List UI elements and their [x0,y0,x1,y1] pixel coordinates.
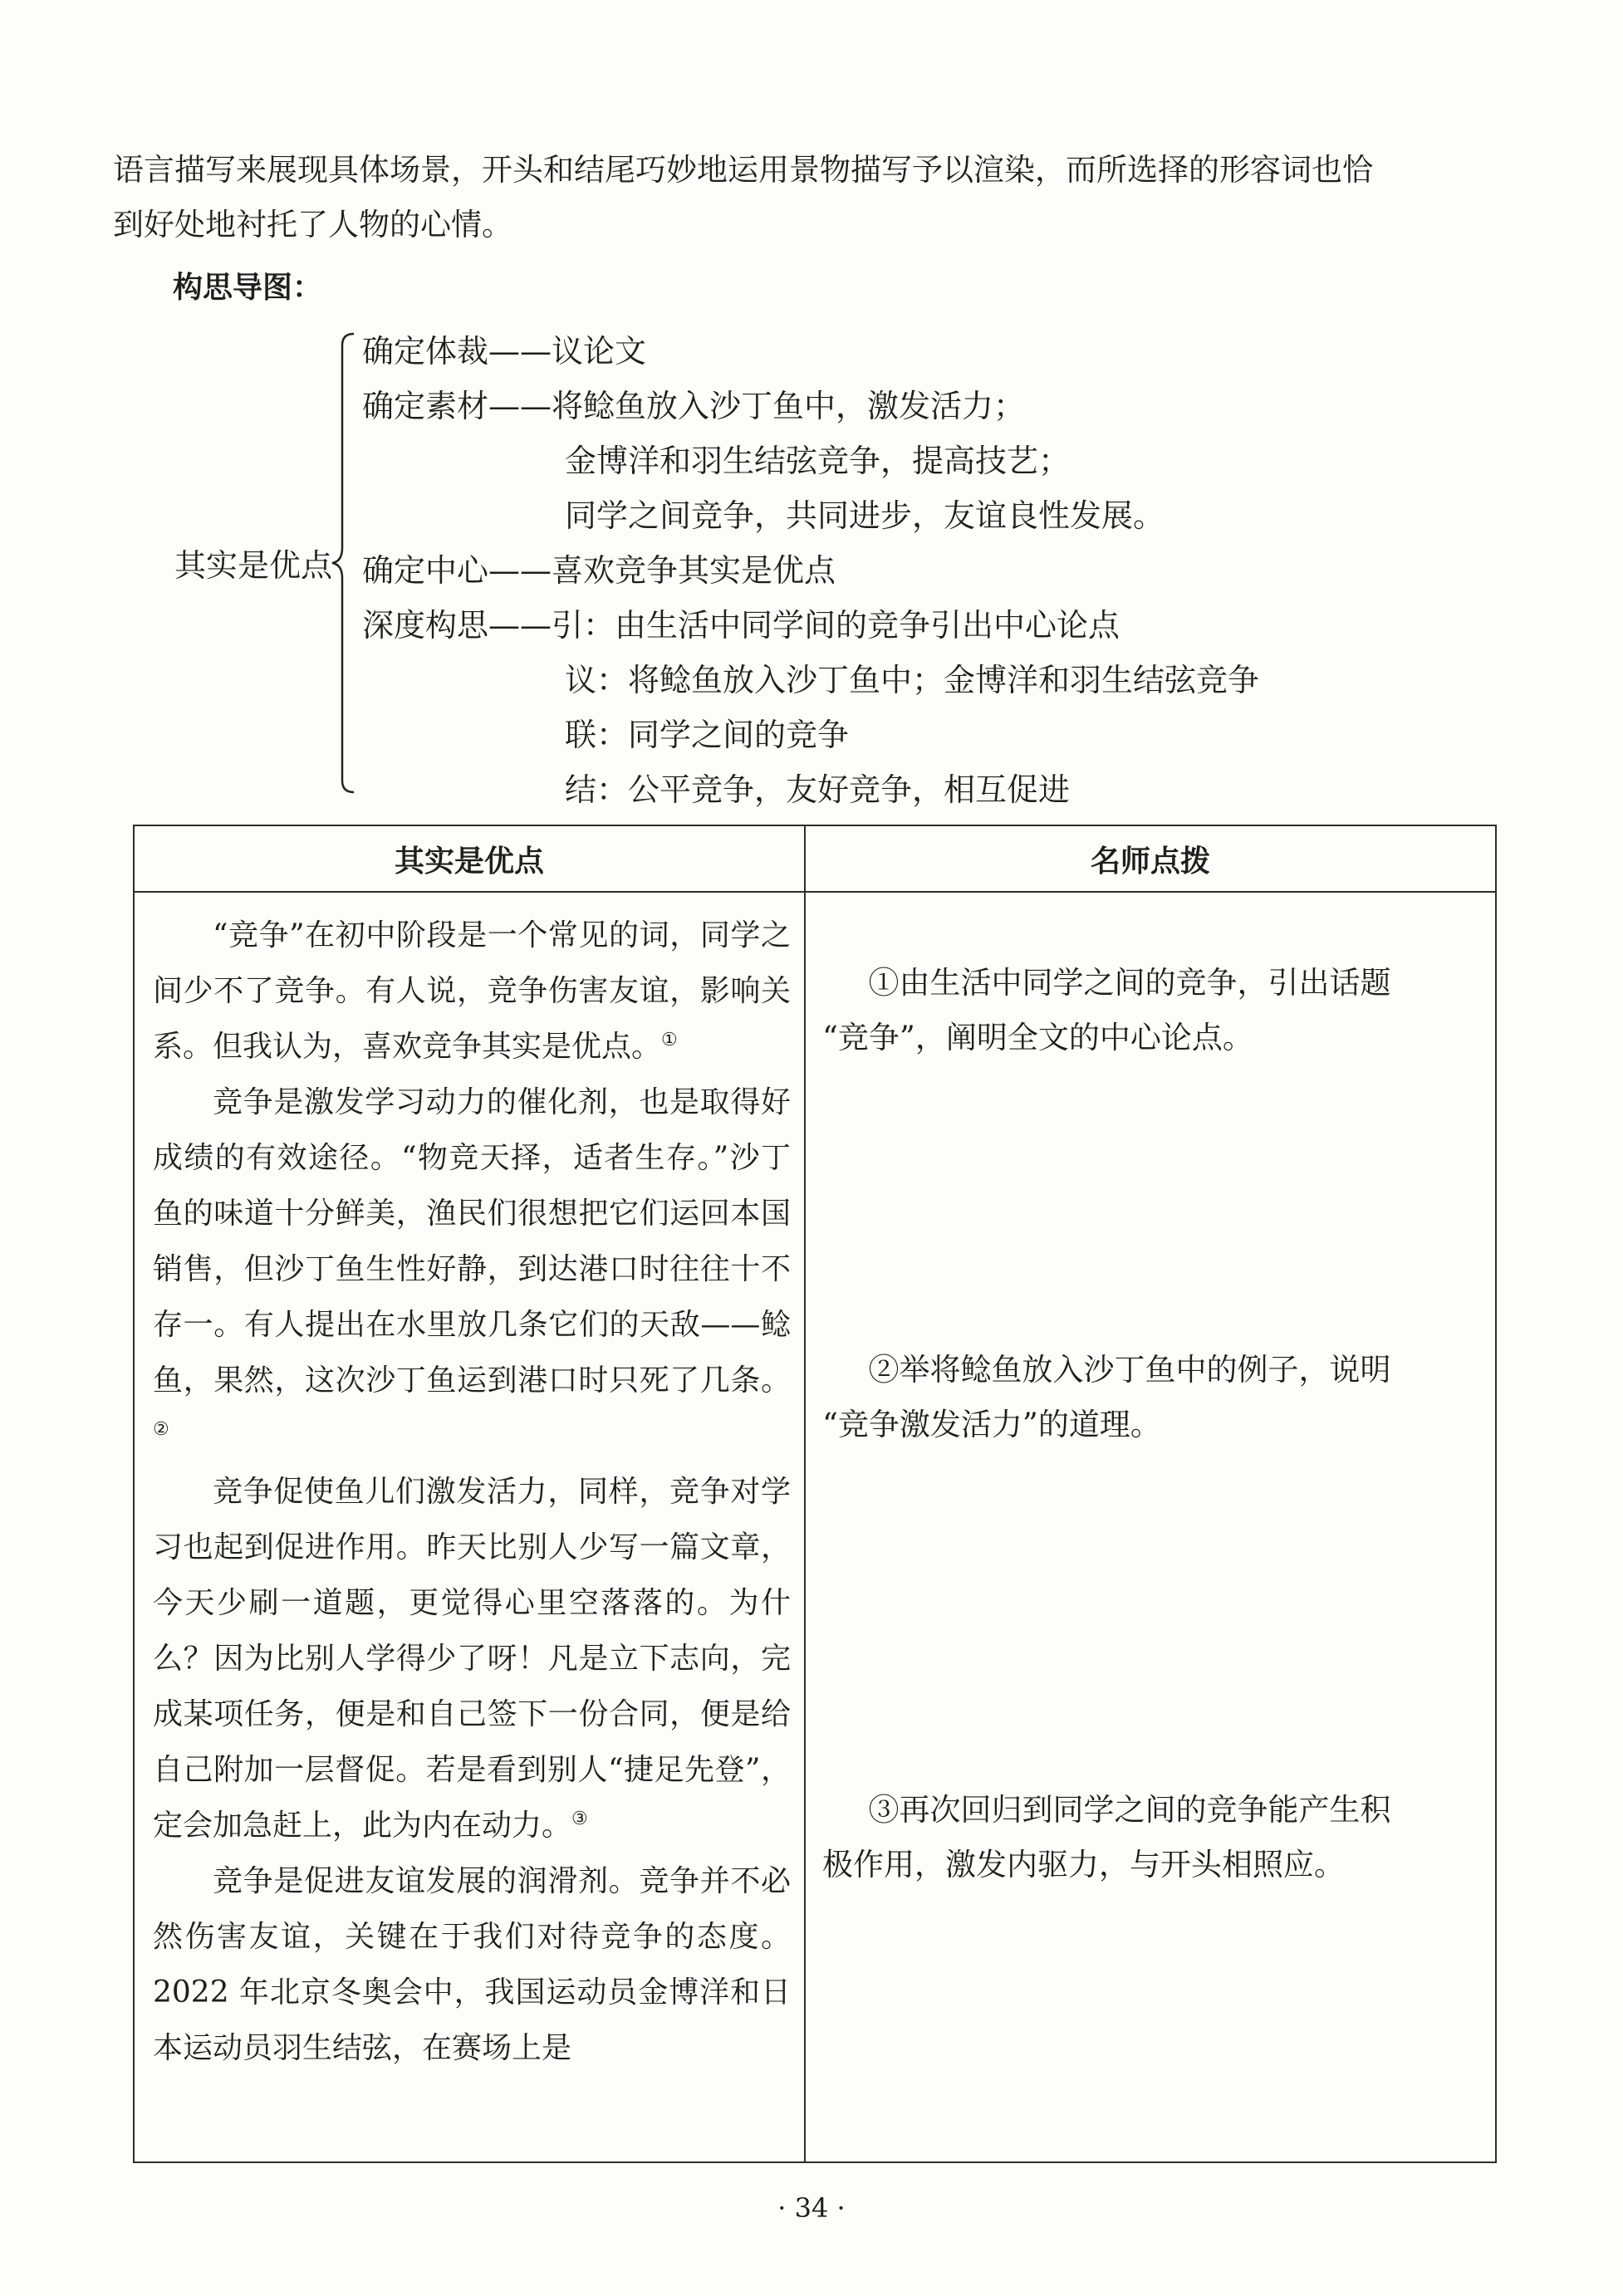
mindmap-line-structure: 深度构思——引：由生活中同学间的竞争引出中心论点 [362,607,1120,644]
annotation-mark: ③ [571,1809,588,1829]
header-comments: 名师点拨 [805,825,1496,892]
page-number: · 34 · [777,2192,846,2224]
essay-paragraph: 竞争促使鱼儿们激发活力，同样，竞争对学习也起到促进作用。昨天比别人少写一篇文章，今天少刷一道题，更觉得心里空落落的。为什么？因为比别人学得少了呀！凡是立下志向，完成某项任务，便是和自己签下一份合同，便是给自己附加一层督促。若是看到别人“捷足先登”，定会加急赶上，此为内在动力。③ [153,1475,791,1843]
comment-3: ③再次回归到同学之间的竞争能产生积 极作用，激发内驱力，与开头相照应。 [822,1792,1391,1882]
intro-line-1: 语言描写来展现具体场景，开头和结尾巧妙地运用景物描写予以渲染，而所选择的形容词也恰 [113,152,1373,188]
mindmap-line-structure-4: 结：公平竞争，友好竞争，相互促进 [565,771,1071,808]
annotation-mark: ① [661,1030,678,1050]
intro-text [113,143,1525,252]
mindmap-line-material-2: 金博洋和羽生结弦竞争，提高技艺； [565,443,1071,479]
table-header-row [134,825,1496,892]
essay-column [134,892,805,2162]
mindmap-title: 构思导图： [173,271,323,305]
essay-paragraph: 竞争是激发学习动力的催化剂，也是取得好成绩的有效途径。“物竞天择，适者生存。”沙丁鱼的味道十分鲜美，渔民们很想把它们运回本国销售，但沙丁鱼生性好静，到达港口时往往十不存一。有人提出在水里放几条它们的天敌——鲶鱼，果然，这次沙丁鱼运到港口时只死了几条。② [153,1085,791,1440]
essay-paragraph: “竞争”在初中阶段是一个常见的词，同学之间少不了竞争。有人说，竞争伤害友谊，影响关系。但我认为，喜欢竞争其实是优点。① [153,918,791,1064]
header-essay: 其实是优点 [134,825,805,892]
mindmap-line-center: 确定中心——喜欢竞争其实是优点 [362,552,836,589]
essay-paragraph: 竞争是促进友谊发展的润滑剂。竞争并不必然伤害友谊，关键在于我们对待竞争的态度。2022 年北京冬奥会中，我国运动员金博洋和日本运动员羽生结弦，在赛场上是 [153,1864,791,2065]
mindmap-line-material: 确定素材——将鲶鱼放入沙丁鱼中，激发活力； [362,388,1026,424]
intro-line-2: 到好处地衬托了人物的心情。 [113,207,512,242]
mindmap-line-structure-2: 议：将鲶鱼放入沙丁鱼中；金博洋和羽生结弦竞争 [565,662,1260,698]
comment-1: ①由生活中同学之间的竞争，引出话题 “竞争”，阐明全文的中心论点。 [822,965,1391,1055]
comments-column [805,892,1496,2162]
annotation-mark: ② [153,1419,169,1440]
comment-2: ②举将鲶鱼放入沙丁鱼中的例子，说明 “竞争激发活力”的道理。 [822,1352,1391,1442]
mindmap-brace-icon [329,330,362,796]
mindmap-line-genre: 确定体裁——议论文 [362,333,647,370]
table-body-row [134,892,1496,2162]
mindmap-line-structure-3: 联：同学之间的竞争 [565,717,850,753]
essay-table [133,825,1497,2163]
mindmap-root: 其实是优点 [174,547,333,584]
mindmap-line-material-3: 同学之间竞争，共同进步，友谊良性发展。 [565,497,1165,534]
